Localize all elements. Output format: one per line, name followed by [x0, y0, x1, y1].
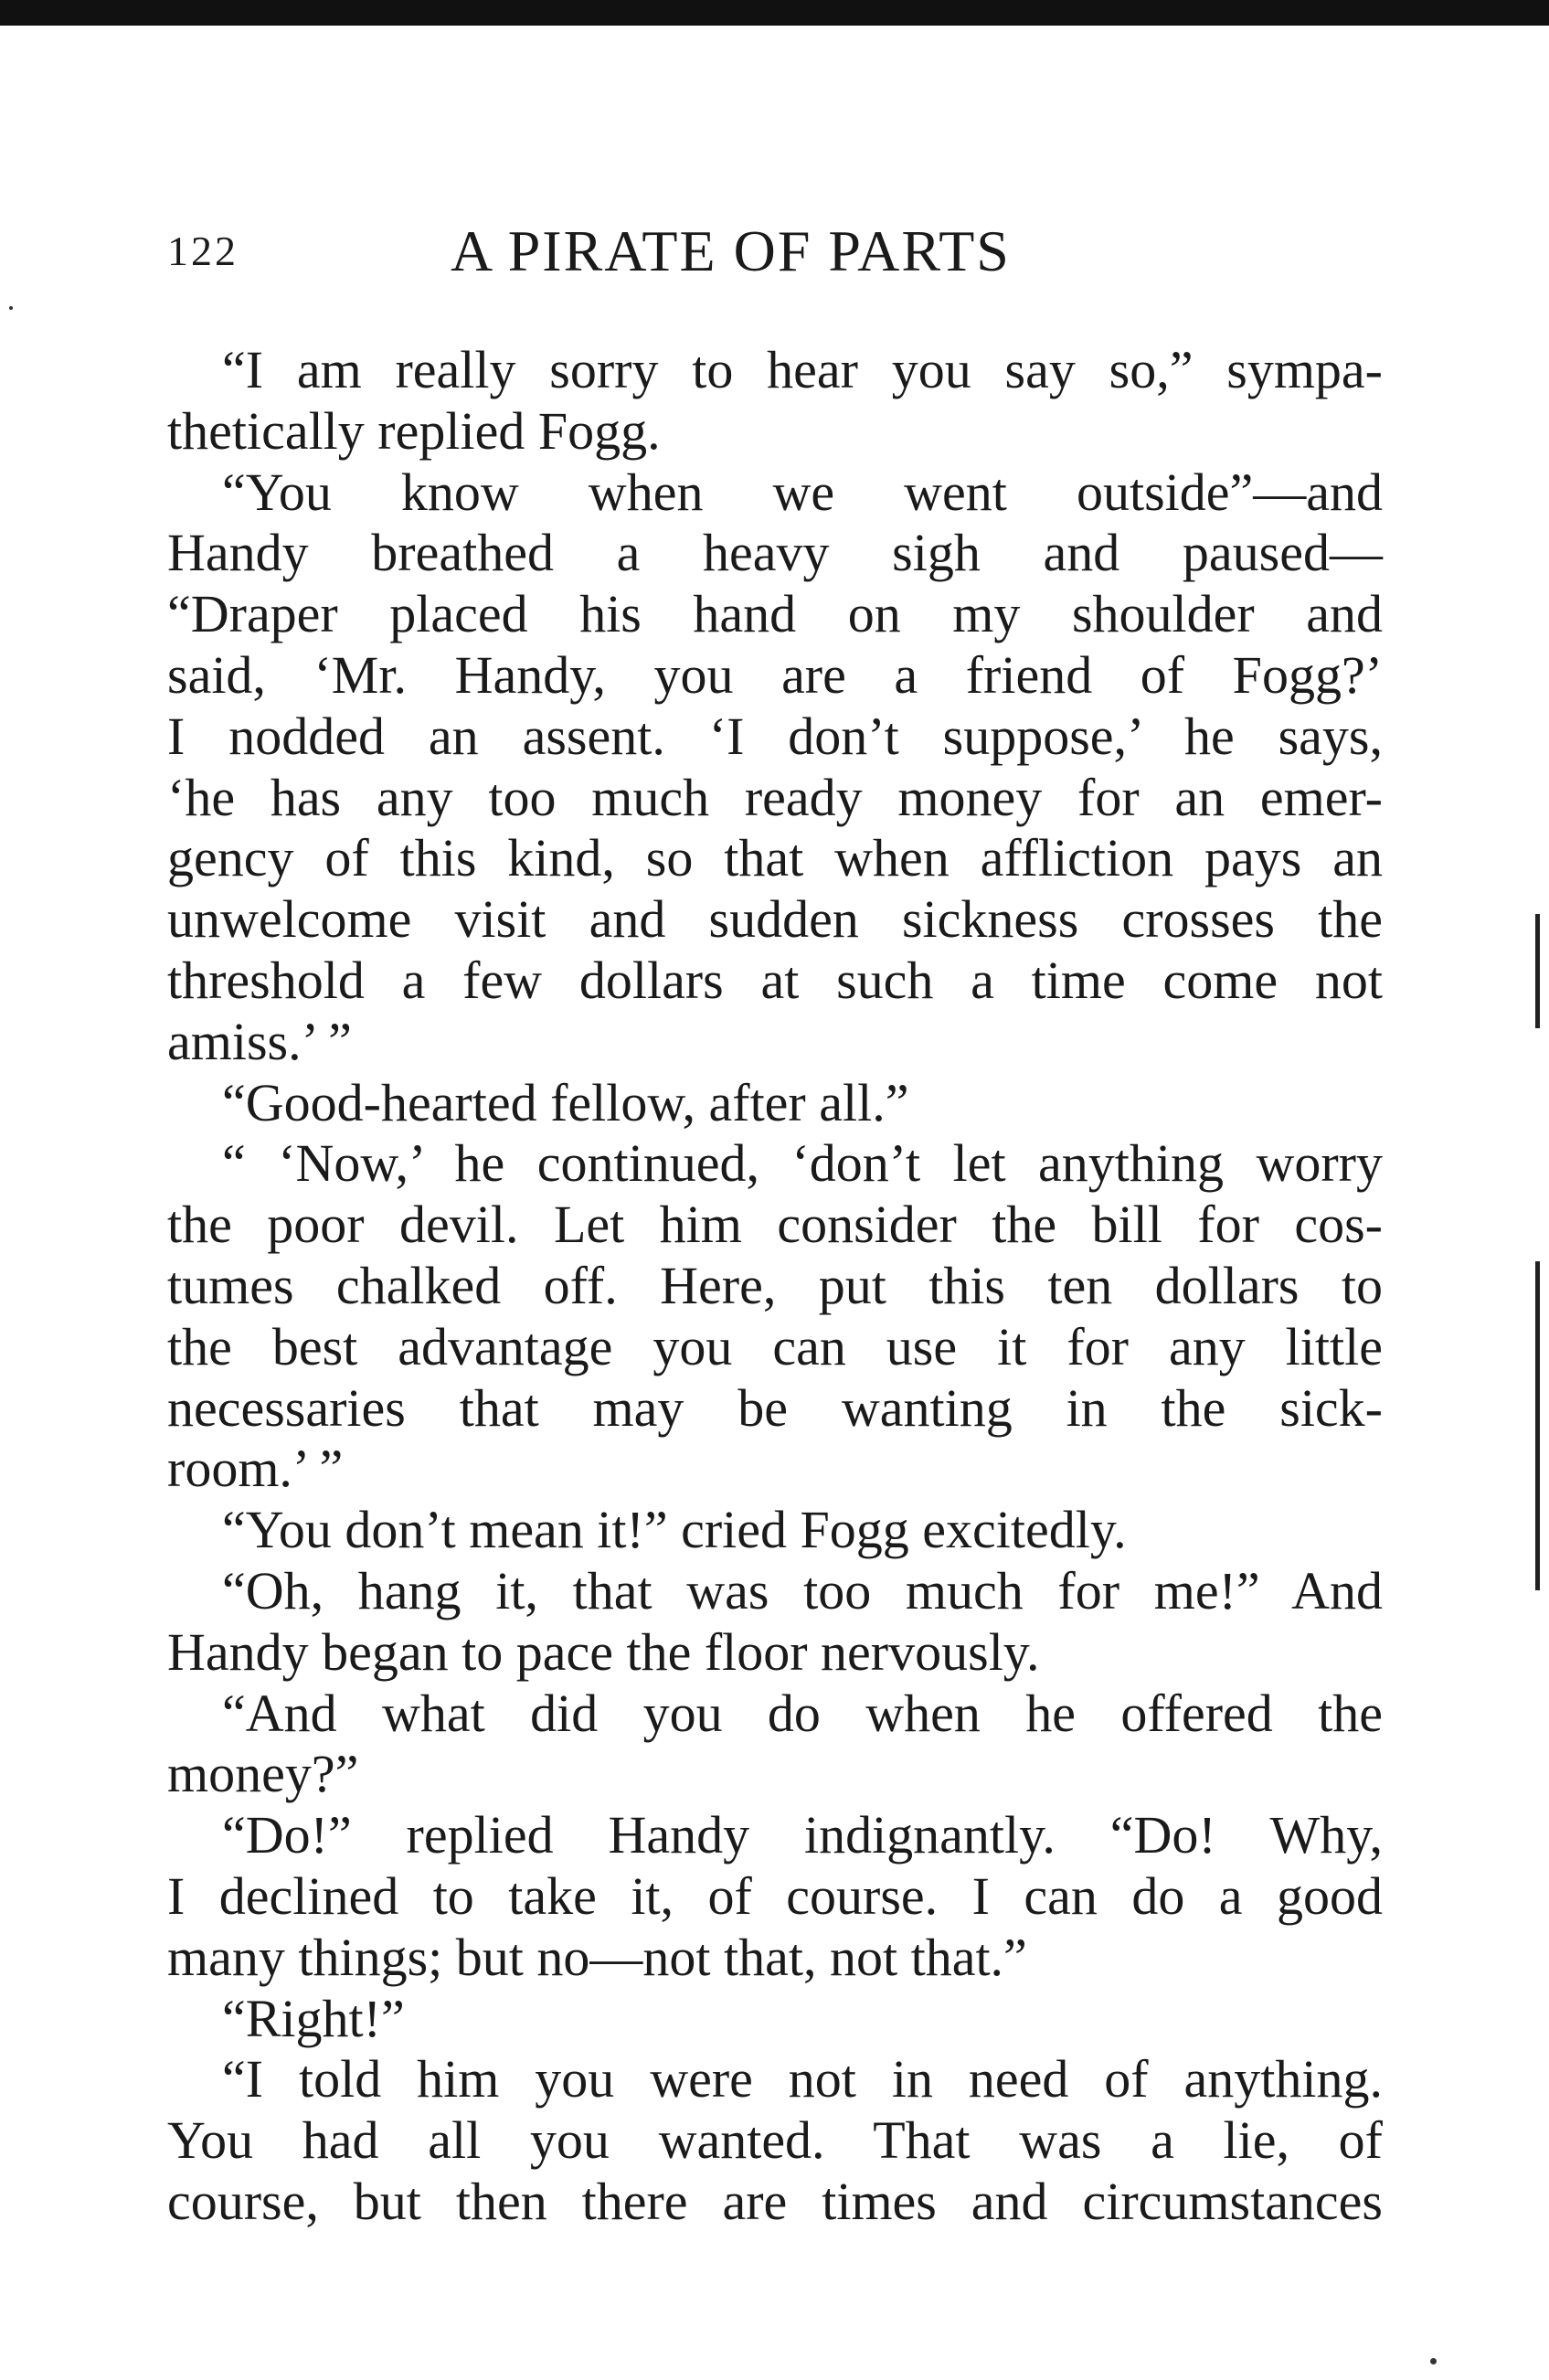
page-number: 122 — [167, 228, 239, 274]
margin-scan-mark — [1535, 1261, 1540, 1590]
text-line: “Right!” — [222, 1988, 405, 2048]
running-title: A PIRATE OF PARTS — [451, 218, 1011, 283]
text-line: ‘he has any too much ready money for an emer- — [167, 767, 1383, 827]
text-line: I declined to take it, of course. I can do a good — [167, 1865, 1383, 1926]
text-line: I nodded an assent. ‘I don’t suppose,’ he says, — [167, 706, 1383, 766]
body-text — [167, 340, 1383, 2233]
text-line: said, ‘Mr. Handy, you are a friend of Fogg?’ — [167, 644, 1383, 705]
text-line: unwelcome visit and sudden sickness crosses the — [167, 889, 1383, 950]
text-line: “I am really sorry to hear you say so,” sympa- — [222, 340, 1383, 399]
text-line: Handy began to pace the floor nervously. — [167, 1621, 1040, 1682]
running-head — [167, 218, 1383, 291]
text-line: “Do!” replied Handy indignantly. “Do! Why, — [222, 1805, 1383, 1865]
text-line: “ ‘Now,’ he continued, ‘don’t let anything worry — [222, 1133, 1383, 1194]
text-line: threshold a few dollars at such a time come not — [167, 950, 1383, 1010]
text-line: “Oh, hang it, that was too much for me!” And — [222, 1560, 1383, 1620]
margin-scan-mark — [1535, 914, 1540, 1028]
text-line: tumes chalked off. Here, put this ten dollars to — [167, 1255, 1383, 1315]
text-line: course, but then there are times and circumstances — [167, 2171, 1383, 2231]
text-line: “You don’t mean it!” cried Fogg excitedly. — [222, 1500, 1127, 1560]
text-line: necessaries that may be wanting in the sick- — [167, 1377, 1383, 1438]
text-line: many things; but no—not that, not that.” — [167, 1927, 1027, 1987]
text-line: room.’ ” — [167, 1439, 344, 1499]
text-line: amiss.’ ” — [167, 1011, 352, 1071]
text-line: the best advantage you can use it for any little — [167, 1316, 1383, 1376]
scan-speck — [1430, 2358, 1437, 2364]
text-line: “Good-hearted fellow, after all.” — [222, 1072, 909, 1132]
top-border-rule — [0, 0, 1549, 26]
text-line: “I told him you were not in need of anything. — [222, 2049, 1383, 2109]
text-line: gency of this kind, so that when affliction pays an — [167, 828, 1383, 888]
scan-speck — [9, 306, 13, 310]
text-line: You had all you wanted. That was a lie, of — [167, 2110, 1383, 2171]
text-line: the poor devil. Let him consider the bill for cos- — [167, 1195, 1383, 1255]
text-line: thetically replied Fogg. — [167, 400, 661, 461]
text-line: “Draper placed his hand on my shoulder and — [167, 584, 1383, 644]
text-line: money?” — [167, 1744, 359, 1804]
text-line: “You know when we went outside”—and — [222, 462, 1383, 522]
text-line: Handy breathed a heavy sigh and paused— — [167, 523, 1383, 583]
text-line: “And what did you do when he offered the — [222, 1683, 1383, 1743]
